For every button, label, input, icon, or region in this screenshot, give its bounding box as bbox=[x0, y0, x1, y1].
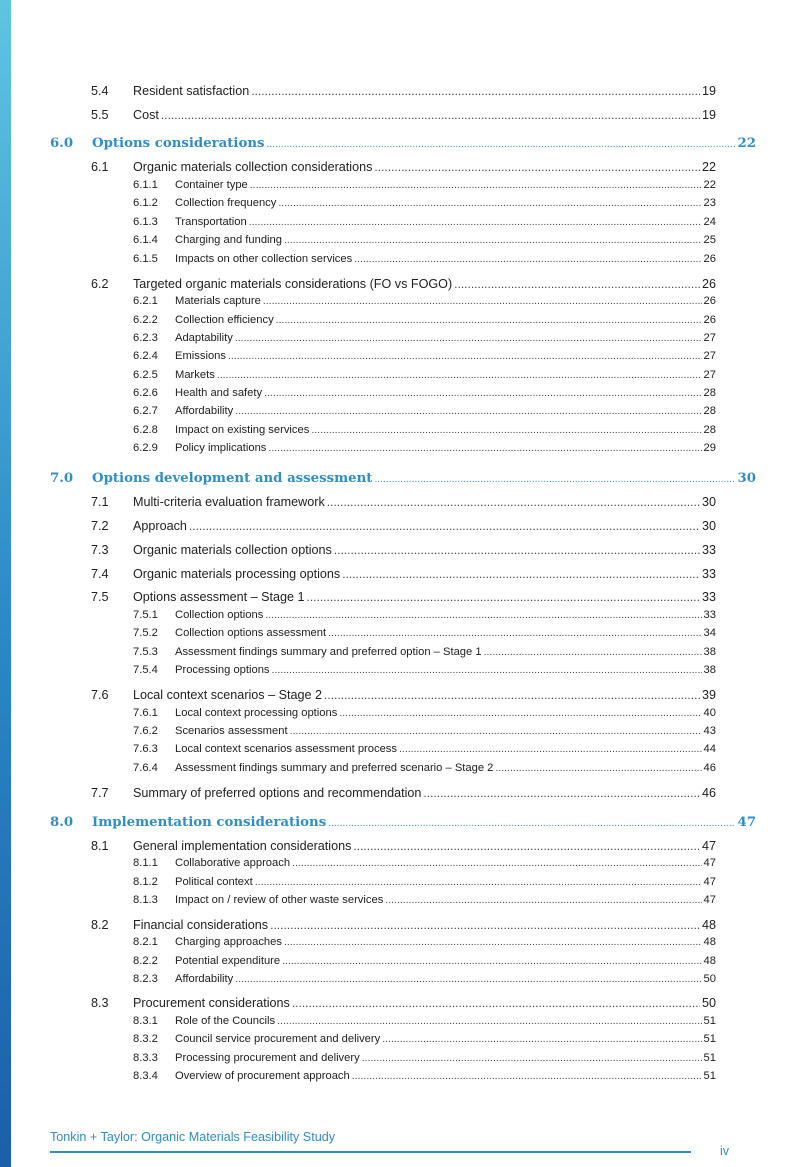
toc-title: Assessment findings summary and preferred scenario – Stage 2 bbox=[175, 762, 494, 774]
toc-page-number: 27 bbox=[703, 332, 716, 344]
toc-leader-dots bbox=[353, 839, 700, 853]
toc-number: 8.1 bbox=[91, 839, 109, 853]
toc-page-number: 30 bbox=[737, 471, 756, 486]
toc-number: 6.2.8 bbox=[133, 424, 158, 436]
toc-item-row[interactable] bbox=[133, 387, 716, 399]
toc-number: 7.6.1 bbox=[133, 707, 158, 719]
toc-number: 8.1.1 bbox=[133, 857, 158, 869]
toc-title: Collaborative approach bbox=[175, 857, 291, 869]
toc-leader-dots bbox=[161, 108, 700, 122]
toc-title: Cost bbox=[133, 108, 159, 122]
toc-leader-dots bbox=[277, 1015, 701, 1027]
toc-page-number: 33 bbox=[701, 567, 716, 581]
toc-title: Local context scenarios assessment process bbox=[175, 743, 397, 755]
toc-number: 8.1.3 bbox=[133, 894, 158, 906]
toc-leader-dots bbox=[339, 707, 701, 719]
toc-leader-dots bbox=[290, 725, 702, 737]
toc-title: Adaptability bbox=[175, 332, 233, 344]
toc-number: 6.1.3 bbox=[133, 216, 158, 228]
toc-item-row[interactable] bbox=[133, 1070, 716, 1082]
toc-number: 6.2.4 bbox=[133, 350, 158, 362]
toc-leader-dots bbox=[324, 688, 700, 702]
footer-title: Tonkin + Taylor: Organic Materials Feasibility Study bbox=[50, 1130, 335, 1144]
toc-page-number: 25 bbox=[703, 234, 716, 246]
toc-page-number: 50 bbox=[701, 996, 716, 1010]
toc-title: Summary of preferred options and recommendation bbox=[133, 786, 422, 800]
toc-title: Targeted organic materials considerations (FO vs FOGO) bbox=[133, 277, 453, 291]
toc-page-number: 38 bbox=[703, 646, 716, 658]
toc-page-number: 22 bbox=[737, 136, 756, 151]
toc-subsection-row[interactable] bbox=[91, 108, 716, 122]
toc-title: Collection options bbox=[175, 609, 264, 621]
toc-subsection-row[interactable] bbox=[91, 839, 716, 853]
toc-title: Resident satisfaction bbox=[133, 84, 250, 98]
toc-number: 8.3.4 bbox=[133, 1070, 158, 1082]
toc-number: 6.2.3 bbox=[133, 332, 158, 344]
toc-page-number: 33 bbox=[703, 609, 716, 621]
toc-page-number: 47 bbox=[703, 857, 716, 869]
toc-number: 8.0 bbox=[50, 815, 74, 830]
toc-page-number: 51 bbox=[703, 1070, 716, 1082]
toc-title: Materials capture bbox=[175, 295, 261, 307]
toc-number: 5.5 bbox=[91, 108, 109, 122]
toc-title: Policy implications bbox=[175, 442, 267, 454]
toc-leader-dots bbox=[328, 819, 735, 829]
toc-page-number: 33 bbox=[701, 543, 716, 557]
toc-title: Container type bbox=[175, 179, 248, 191]
toc-number: 7.7 bbox=[91, 786, 109, 800]
toc-number: 6.2.1 bbox=[133, 295, 158, 307]
toc-number: 6.2.7 bbox=[133, 405, 158, 417]
toc-page-number: 19 bbox=[701, 84, 716, 98]
toc-page-number: 22 bbox=[701, 160, 716, 174]
toc-item-row[interactable] bbox=[133, 664, 716, 676]
toc-title: Organic materials processing options bbox=[133, 567, 341, 581]
toc-subsection-row[interactable] bbox=[91, 996, 716, 1010]
toc-title: Processing options bbox=[175, 664, 270, 676]
toc-page-number: 43 bbox=[703, 725, 716, 737]
toc-title: Charging approaches bbox=[175, 936, 282, 948]
toc-number: 8.2.2 bbox=[133, 955, 158, 967]
toc-page-number: 50 bbox=[703, 973, 716, 985]
toc-item-row[interactable] bbox=[133, 1052, 716, 1064]
toc-number: 7.5.2 bbox=[133, 627, 158, 639]
toc-subsection-row[interactable] bbox=[91, 160, 716, 174]
toc-number: 8.1.2 bbox=[133, 876, 158, 888]
toc-title: Procurement considerations bbox=[133, 996, 290, 1010]
toc-leader-dots bbox=[250, 179, 702, 191]
toc-page-number: 47 bbox=[703, 894, 716, 906]
toc-leader-dots bbox=[217, 369, 702, 381]
toc-subsection-row[interactable] bbox=[91, 84, 716, 98]
toc-number: 7.3 bbox=[91, 543, 109, 557]
toc-leader-dots bbox=[263, 295, 702, 307]
toc-number: 7.6.4 bbox=[133, 762, 158, 774]
toc-item-row[interactable] bbox=[133, 253, 716, 265]
toc-number: 7.5.4 bbox=[133, 664, 158, 676]
toc-leader-dots bbox=[362, 1052, 702, 1064]
toc-item-row[interactable] bbox=[133, 876, 716, 888]
toc-number: 5.4 bbox=[91, 84, 109, 98]
toc-page-number: 34 bbox=[703, 627, 716, 639]
toc-leader-dots bbox=[334, 543, 700, 557]
toc-item-row[interactable] bbox=[133, 369, 716, 381]
toc-item-row[interactable] bbox=[133, 179, 716, 191]
toc-page-number: 47 bbox=[701, 839, 716, 853]
toc-page-number: 26 bbox=[701, 277, 716, 291]
toc-page-number: 39 bbox=[701, 688, 716, 702]
toc-page-number: 28 bbox=[703, 387, 716, 399]
toc-subsection-row[interactable] bbox=[91, 590, 716, 604]
toc-leader-dots bbox=[284, 234, 702, 246]
toc-leader-dots bbox=[399, 743, 702, 755]
toc-number: 6.1.1 bbox=[133, 179, 158, 191]
toc-item-row[interactable] bbox=[133, 973, 716, 985]
toc-title: Transportation bbox=[175, 216, 247, 228]
toc-title: Organic materials collection options bbox=[133, 543, 332, 557]
toc-leader-dots bbox=[454, 277, 700, 291]
toc-item-row[interactable] bbox=[133, 725, 716, 737]
toc-subsection-row[interactable] bbox=[91, 495, 716, 509]
toc-item-row[interactable] bbox=[133, 350, 716, 362]
toc-page-number: 29 bbox=[703, 442, 716, 454]
toc-item-row[interactable] bbox=[133, 424, 716, 436]
toc-number: 8.2 bbox=[91, 918, 109, 932]
toc-leader-dots bbox=[235, 973, 701, 985]
toc-leader-dots bbox=[235, 332, 702, 344]
toc-page-number: 46 bbox=[703, 762, 716, 774]
toc-leader-dots bbox=[495, 762, 701, 774]
toc-item-row[interactable] bbox=[133, 609, 716, 621]
toc-title: Implementation considerations bbox=[92, 815, 327, 830]
toc-leader-dots bbox=[249, 216, 702, 228]
toc-page-number: 24 bbox=[703, 216, 716, 228]
toc-leader-dots bbox=[292, 857, 701, 869]
toc-item-row[interactable] bbox=[133, 405, 716, 417]
toc-section-row[interactable] bbox=[50, 471, 756, 486]
toc-number: 6.2.6 bbox=[133, 387, 158, 399]
toc-page-number: 33 bbox=[701, 590, 716, 604]
toc-number: 6.1.5 bbox=[133, 253, 158, 265]
toc-leader-dots bbox=[484, 646, 702, 658]
toc-leader-dots bbox=[292, 996, 700, 1010]
toc-leader-dots bbox=[327, 495, 700, 509]
toc-page-number: 51 bbox=[703, 1033, 716, 1045]
toc-title: Options assessment – Stage 1 bbox=[133, 590, 305, 604]
footer-page-number: iv bbox=[720, 1144, 730, 1158]
toc-section-row[interactable] bbox=[50, 815, 756, 830]
toc-page-number: 48 bbox=[703, 955, 716, 967]
toc-item-row[interactable] bbox=[133, 627, 716, 639]
toc-title: Political context bbox=[175, 876, 253, 888]
toc-number: 7.1 bbox=[91, 495, 109, 509]
toc-leader-dots bbox=[251, 84, 700, 98]
toc-number: 6.2.9 bbox=[133, 442, 158, 454]
toc-item-row[interactable] bbox=[133, 955, 716, 967]
toc-item-row[interactable] bbox=[133, 234, 716, 246]
toc-title: General implementation considerations bbox=[133, 839, 352, 853]
toc-item-row[interactable] bbox=[133, 442, 716, 454]
toc-number: 7.6 bbox=[91, 688, 109, 702]
toc-leader-dots bbox=[284, 936, 702, 948]
toc-page-number: 27 bbox=[703, 369, 716, 381]
toc-title: Emissions bbox=[175, 350, 226, 362]
toc-leader-dots bbox=[342, 567, 700, 581]
toc-subsection-row[interactable] bbox=[91, 918, 716, 932]
toc-number: 8.2.1 bbox=[133, 936, 158, 948]
toc-item-row[interactable] bbox=[133, 197, 716, 209]
toc-title: Affordability bbox=[175, 405, 234, 417]
toc-subsection-row[interactable] bbox=[91, 277, 716, 291]
toc-leader-dots bbox=[268, 442, 701, 454]
toc-title: Health and safety bbox=[175, 387, 263, 399]
toc-section-row[interactable] bbox=[50, 136, 756, 151]
toc-title: Markets bbox=[175, 369, 215, 381]
toc-item-row[interactable] bbox=[133, 1015, 716, 1027]
toc-page-number: 27 bbox=[703, 350, 716, 362]
toc-leader-dots bbox=[264, 387, 701, 399]
toc-title: Role of the Councils bbox=[175, 1015, 276, 1027]
toc-subsection-row[interactable] bbox=[91, 786, 716, 800]
toc-title: Options development and assessment bbox=[92, 471, 373, 486]
toc-number: 7.0 bbox=[50, 471, 74, 486]
toc-number: 6.1.2 bbox=[133, 197, 158, 209]
toc-title: Collection options assessment bbox=[175, 627, 327, 639]
toc-number: 6.1.4 bbox=[133, 234, 158, 246]
toc-leader-dots bbox=[374, 475, 735, 485]
toc-number: 6.1 bbox=[91, 160, 109, 174]
toc-number: 8.3 bbox=[91, 996, 109, 1010]
toc-page-number: 23 bbox=[703, 197, 716, 209]
toc-page-number: 40 bbox=[703, 707, 716, 719]
toc-page-number: 22 bbox=[703, 179, 716, 191]
toc-item-row[interactable] bbox=[133, 936, 716, 948]
toc-number: 7.6.2 bbox=[133, 725, 158, 737]
toc-subsection-row[interactable] bbox=[91, 543, 716, 557]
toc-page-number: 26 bbox=[703, 314, 716, 326]
toc-leader-dots bbox=[278, 197, 701, 209]
toc-leader-dots bbox=[311, 424, 701, 436]
toc-item-row[interactable] bbox=[133, 314, 716, 326]
toc-page-number: 26 bbox=[703, 253, 716, 265]
toc-item-row[interactable] bbox=[133, 857, 716, 869]
toc-page-number: 51 bbox=[703, 1015, 716, 1027]
toc-leader-dots bbox=[272, 664, 702, 676]
toc-number: 8.3.3 bbox=[133, 1052, 158, 1064]
toc-title: Collection efficiency bbox=[175, 314, 274, 326]
toc-leader-dots bbox=[374, 160, 700, 174]
toc-title: Impacts on other collection services bbox=[175, 253, 353, 265]
toc-leader-dots bbox=[267, 140, 736, 150]
toc-number: 6.2.5 bbox=[133, 369, 158, 381]
toc-number: 7.4 bbox=[91, 567, 109, 581]
toc-title: Overview of procurement approach bbox=[175, 1070, 350, 1082]
toc-page-number: 26 bbox=[703, 295, 716, 307]
toc-item-row[interactable] bbox=[133, 646, 716, 658]
toc-title: Organic materials collection considerations bbox=[133, 160, 373, 174]
toc-item-row[interactable] bbox=[133, 1033, 716, 1045]
toc-title: Processing procurement and delivery bbox=[175, 1052, 360, 1064]
toc-page-number: 44 bbox=[703, 743, 716, 755]
toc-page-number: 46 bbox=[701, 786, 716, 800]
toc-page-number: 30 bbox=[701, 519, 716, 533]
toc-leader-dots bbox=[354, 253, 701, 265]
toc-title: Potential expenditure bbox=[175, 955, 281, 967]
toc-title: Assessment findings summary and preferred option – Stage 1 bbox=[175, 646, 482, 658]
toc-leader-dots bbox=[307, 590, 700, 604]
toc-leader-dots bbox=[228, 350, 702, 362]
toc-number: 6.2 bbox=[91, 277, 109, 291]
toc-item-row[interactable] bbox=[133, 332, 716, 344]
toc-leader-dots bbox=[270, 918, 700, 932]
toc-subsection-row[interactable] bbox=[91, 567, 716, 581]
toc-page-number: 38 bbox=[703, 664, 716, 676]
toc-number: 8.3.2 bbox=[133, 1033, 158, 1045]
toc-leader-dots bbox=[235, 405, 701, 417]
toc-page-number: 48 bbox=[703, 936, 716, 948]
toc-leader-dots bbox=[385, 894, 701, 906]
toc-title: Options considerations bbox=[92, 136, 265, 151]
toc-leader-dots bbox=[276, 314, 702, 326]
toc-title: Impact on existing services bbox=[175, 424, 310, 436]
toc-page-number: 30 bbox=[701, 495, 716, 509]
toc-title: Affordability bbox=[175, 973, 234, 985]
toc-title: Local context processing options bbox=[175, 707, 338, 719]
toc-page-number: 47 bbox=[703, 876, 716, 888]
toc-number: 7.5 bbox=[91, 590, 109, 604]
toc-page-number: 28 bbox=[703, 424, 716, 436]
toc-leader-dots bbox=[382, 1033, 701, 1045]
toc-number: 7.5.1 bbox=[133, 609, 158, 621]
toc-number: 6.2.2 bbox=[133, 314, 158, 326]
toc-title: Multi-criteria evaluation framework bbox=[133, 495, 325, 509]
toc-page-number: 19 bbox=[701, 108, 716, 122]
toc-leader-dots bbox=[328, 627, 701, 639]
footer-rule bbox=[50, 1151, 691, 1153]
toc-leader-dots bbox=[189, 519, 700, 533]
toc-page-number: 51 bbox=[703, 1052, 716, 1064]
toc-title: Financial considerations bbox=[133, 918, 269, 932]
toc-number: 8.3.1 bbox=[133, 1015, 158, 1027]
toc-title: Charging and funding bbox=[175, 234, 282, 246]
toc-title: Scenarios assessment bbox=[175, 725, 288, 737]
toc-leader-dots bbox=[352, 1070, 702, 1082]
toc-subsection-row[interactable] bbox=[91, 519, 716, 533]
toc-number: 6.0 bbox=[50, 136, 74, 151]
toc-number: 7.6.3 bbox=[133, 743, 158, 755]
toc-item-row[interactable] bbox=[133, 295, 716, 307]
toc-item-row[interactable] bbox=[133, 216, 716, 228]
toc-leader-dots bbox=[255, 876, 702, 888]
toc-item-row[interactable] bbox=[133, 743, 716, 755]
toc-number: 7.2 bbox=[91, 519, 109, 533]
toc-item-row[interactable] bbox=[133, 894, 716, 906]
toc-page-number: 28 bbox=[703, 405, 716, 417]
toc-leader-dots bbox=[265, 609, 701, 621]
toc-item-row[interactable] bbox=[133, 762, 716, 774]
toc-item-row[interactable] bbox=[133, 707, 716, 719]
toc-title: Local context scenarios – Stage 2 bbox=[133, 688, 323, 702]
toc-title: Approach bbox=[133, 519, 187, 533]
toc-title: Collection frequency bbox=[175, 197, 277, 209]
toc-title: Impact on / review of other waste services bbox=[175, 894, 384, 906]
toc-subsection-row[interactable] bbox=[91, 688, 716, 702]
toc-page-number: 48 bbox=[701, 918, 716, 932]
toc-page-number: 47 bbox=[737, 815, 756, 830]
toc-number: 8.2.3 bbox=[133, 973, 158, 985]
toc-number: 7.5.3 bbox=[133, 646, 158, 658]
toc-title: Council service procurement and delivery bbox=[175, 1033, 381, 1045]
toc-leader-dots bbox=[282, 955, 701, 967]
toc-leader-dots bbox=[423, 786, 700, 800]
